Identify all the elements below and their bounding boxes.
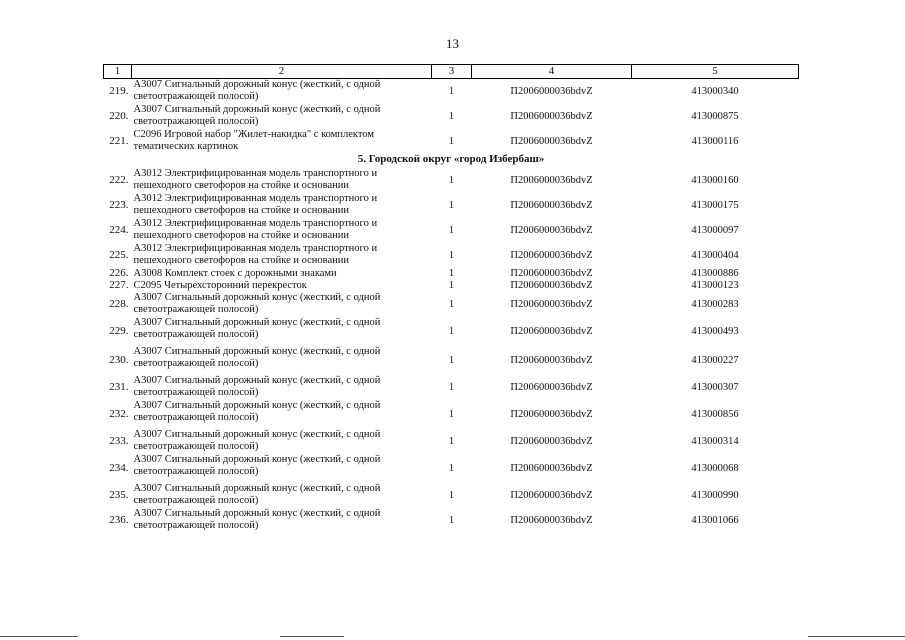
- item-quantity: 1: [448, 199, 455, 211]
- row-number: 229.: [109, 324, 129, 337]
- table-header: [104, 65, 799, 79]
- item-name: А3007 Сигнальный дорожный конус (жесткий, с одной светоотражающей полосой): [133, 317, 381, 340]
- item-code: П2006000036bdvZ: [510, 110, 593, 122]
- item-quantity: 1: [448, 489, 455, 501]
- row-number: 231.: [109, 380, 129, 393]
- table-row: [104, 104, 799, 129]
- item-name: А3007 Сигнальный дорожный конус (жесткий, с одной светоотражающей полосой): [133, 292, 381, 315]
- item-code: П2006000036bdvZ: [510, 462, 593, 474]
- row-number: 234.: [109, 461, 129, 474]
- item-code: П2006000036bdvZ: [510, 199, 593, 211]
- item-quantity: 1: [448, 174, 455, 186]
- header-row: [104, 65, 799, 79]
- row-number: 223.: [109, 198, 129, 211]
- inventory-number: 413000340: [691, 85, 739, 97]
- item-name: С2096 Игровой набор "Жилет-накидка" с комплектом тематических картинок: [133, 129, 374, 152]
- table-row: [104, 292, 799, 317]
- item-quantity: 1: [448, 110, 455, 122]
- inventory-number: 413000097: [691, 224, 739, 236]
- item-name: А3007 Сигнальный дорожный конус (жесткий, с одной светоотражающей полосой): [133, 429, 381, 452]
- row-number: 233.: [109, 434, 129, 447]
- table-row: [104, 218, 799, 243]
- item-code: П2006000036bdvZ: [510, 280, 593, 292]
- item-code: П2006000036bdvZ: [510, 381, 593, 393]
- header-col-5: 5: [632, 65, 799, 79]
- table-row: [104, 268, 799, 280]
- header-col-2: 2: [132, 65, 432, 79]
- item-quantity: 1: [448, 408, 455, 420]
- scan-mark-mid: [280, 636, 344, 637]
- inventory-number: 413001066: [691, 514, 739, 526]
- item-code: П2006000036bdvZ: [510, 135, 593, 147]
- item-quantity: 1: [448, 435, 455, 447]
- inventory-number: 413000875: [691, 110, 739, 122]
- table-row: [104, 193, 799, 218]
- section-title: 5. Городской округ «город Избербаш»: [357, 153, 545, 165]
- item-name: А3007 Сигнальный дорожный конус (жесткий, с одной светоотражающей полосой): [133, 508, 381, 531]
- table-row: [104, 429, 799, 454]
- item-code: П2006000036bdvZ: [510, 85, 593, 97]
- item-code: П2006000036bdvZ: [510, 435, 593, 447]
- item-name: А3007 Сигнальный дорожный конус (жесткий, с одной светоотражающей полосой): [133, 104, 381, 127]
- row-number: 224.: [109, 223, 129, 236]
- item-quantity: 1: [448, 249, 455, 261]
- inventory-number: 413000856: [691, 408, 739, 420]
- row-number: 230.: [109, 353, 129, 366]
- item-name: А3007 Сигнальный дорожный конус (жесткий, с одной светоотражающей полосой): [133, 79, 381, 102]
- table-row: [104, 129, 799, 154]
- item-code: П2006000036bdvZ: [510, 268, 593, 280]
- row-number: 219.: [109, 84, 129, 97]
- scan-mark-left: [0, 636, 78, 637]
- table-row: [104, 243, 799, 268]
- row-number: 232.: [109, 407, 129, 420]
- item-quantity: 1: [448, 462, 455, 474]
- page-number: 13: [446, 36, 459, 51]
- item-quantity: 1: [448, 280, 455, 292]
- inventory-number: 413000307: [691, 381, 739, 393]
- item-name: А3012 Электрифицированная модель транспортного и пешеходного светофоров на стойке и основании: [133, 193, 378, 216]
- inventory-number: 413000314: [691, 435, 739, 447]
- inventory-table: [103, 64, 799, 533]
- item-name: А3012 Электрифицированная модель транспортного и пешеходного светофоров на стойке и основании: [133, 218, 378, 241]
- table-row: [104, 168, 799, 193]
- header-col-1: 1: [104, 65, 132, 79]
- table-row: [104, 79, 799, 105]
- table-row: [104, 375, 799, 400]
- row-number: 220.: [109, 109, 129, 122]
- scan-mark-right: [808, 636, 905, 637]
- table-row: [104, 400, 799, 429]
- table-row: [104, 346, 799, 375]
- item-name: А3012 Электрифицированная модель транспортного и пешеходного светофоров на стойке и основании: [133, 243, 378, 266]
- table-row: [104, 454, 799, 483]
- inventory-number: 413000227: [691, 354, 739, 366]
- row-number: 227.: [109, 279, 129, 292]
- item-name: А3007 Сигнальный дорожный конус (жесткий, с одной светоотражающей полосой): [133, 375, 381, 398]
- inventory-number: 413000068: [691, 462, 739, 474]
- table-row: [104, 508, 799, 533]
- inventory-number: 413000175: [691, 199, 739, 211]
- item-code: П2006000036bdvZ: [510, 514, 593, 526]
- item-code: П2006000036bdvZ: [510, 489, 593, 501]
- item-quantity: 1: [448, 268, 455, 280]
- item-code: П2006000036bdvZ: [510, 408, 593, 420]
- item-quantity: 1: [448, 381, 455, 393]
- item-name: С2095 Четырехсторонний перекресток: [133, 280, 307, 291]
- row-number: 225.: [109, 248, 129, 261]
- item-name: А3007 Сигнальный дорожный конус (жесткий, с одной светоотражающей полосой): [133, 400, 381, 423]
- inventory-number: 413000404: [691, 249, 739, 261]
- row-number: 236.: [109, 513, 129, 526]
- item-code: П2006000036bdvZ: [510, 298, 593, 310]
- row-number: 226.: [109, 267, 129, 280]
- item-name: А3008 Комплект стоек с дорожными знаками: [133, 268, 337, 279]
- inventory-number: 413000116: [691, 135, 739, 147]
- table-row: [104, 317, 799, 346]
- item-name: А3007 Сигнальный дорожный конус (жесткий, с одной светоотражающей полосой): [133, 454, 381, 477]
- header-col-3: 3: [432, 65, 472, 79]
- item-name: А3007 Сигнальный дорожный конус (жесткий, с одной светоотражающей полосой): [133, 346, 381, 369]
- inventory-number: 413000886: [691, 268, 739, 280]
- table-body: [104, 79, 799, 534]
- item-quantity: 1: [448, 514, 455, 526]
- row-number: 228.: [109, 297, 129, 310]
- section-row: [104, 154, 799, 168]
- item-code: П2006000036bdvZ: [510, 224, 593, 236]
- inventory-number: 413000123: [691, 280, 739, 292]
- item-quantity: 1: [448, 354, 455, 366]
- item-quantity: 1: [448, 135, 455, 147]
- item-quantity: 1: [448, 85, 455, 97]
- inventory-number: 413000493: [691, 325, 739, 337]
- item-quantity: 1: [448, 224, 455, 236]
- item-code: П2006000036bdvZ: [510, 354, 593, 366]
- item-quantity: 1: [448, 325, 455, 337]
- row-number: 235.: [109, 488, 129, 501]
- item-code: П2006000036bdvZ: [510, 174, 593, 186]
- inventory-number: 413000990: [691, 489, 739, 501]
- item-code: П2006000036bdvZ: [510, 325, 593, 337]
- table-row: [104, 280, 799, 292]
- inventory-number: 413000283: [691, 298, 739, 310]
- row-number: 222.: [109, 173, 129, 186]
- item-name: А3007 Сигнальный дорожный конус (жесткий, с одной светоотражающей полосой): [133, 483, 381, 506]
- item-code: П2006000036bdvZ: [510, 249, 593, 261]
- item-name: А3012 Электрифицированная модель транспортного и пешеходного светофоров на стойке и основании: [133, 168, 378, 191]
- inventory-number: 413000160: [691, 174, 739, 186]
- item-quantity: 1: [448, 298, 455, 310]
- header-col-4: 4: [472, 65, 632, 79]
- table-row: [104, 483, 799, 508]
- row-number: 221.: [109, 134, 129, 147]
